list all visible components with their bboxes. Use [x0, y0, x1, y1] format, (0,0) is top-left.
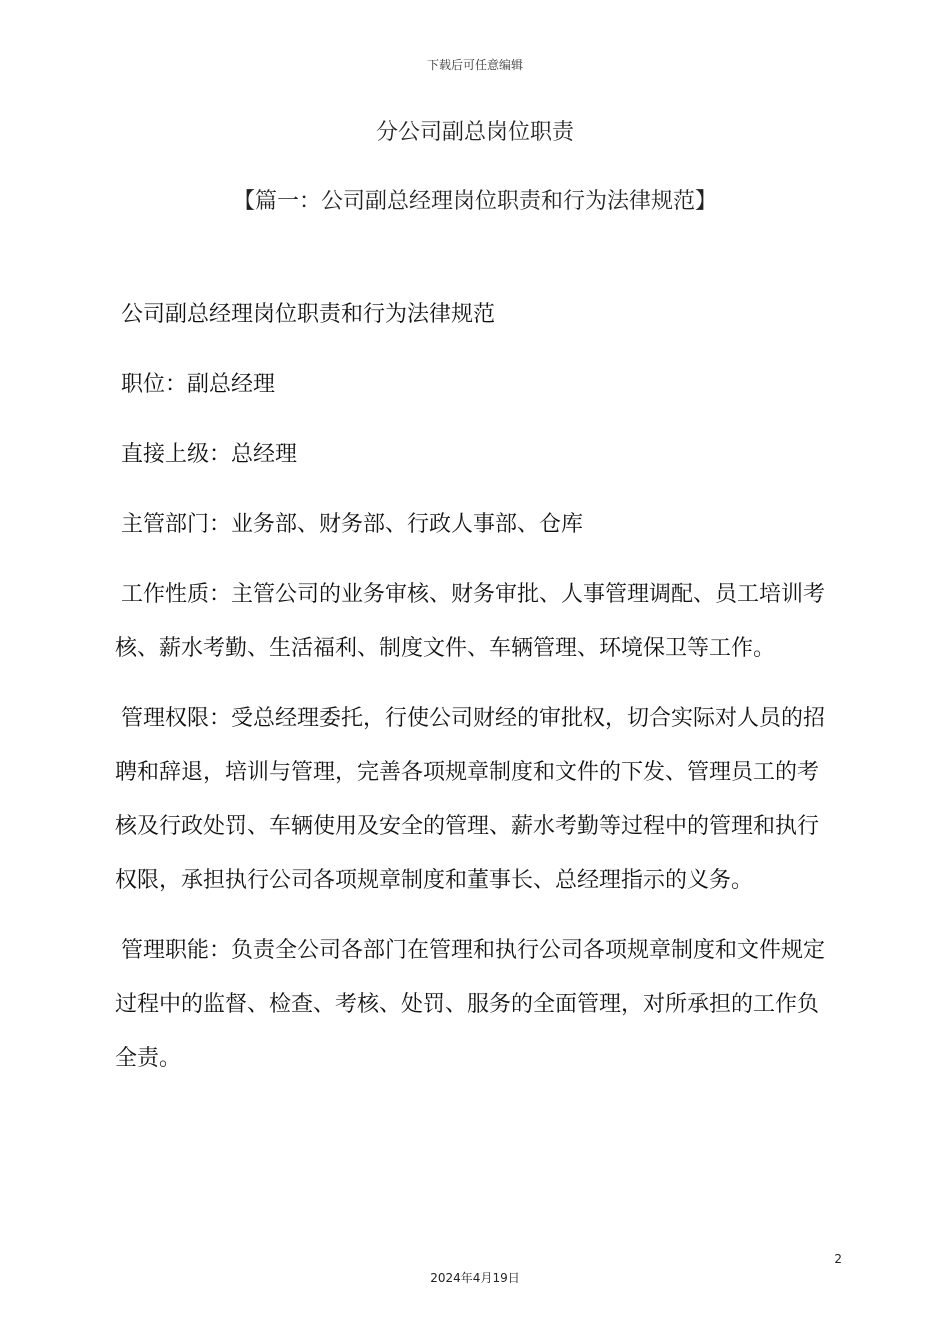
superior-line: 直接上级：总经理: [121, 442, 298, 467]
work-nature-paragraph: 工作性质：主管公司的业务审核、财务审批、人事管理调配、员工培训考核、薪水考勤、生活福利、制度文件、车辆管理、环境保卫等工作。: [115, 582, 826, 661]
section-heading: 公司副总经理岗位职责和行为法律规范: [121, 302, 496, 327]
header-note: 下载后可任意编辑: [426, 58, 523, 72]
management-authority-paragraph: 管理权限：受总经理委托，行使公司财经的审批权，切合实际对人员的招聘和辞退，培训与管理，完善各项规章制度和文件的下发、管理员工的考核及行政处罚、车辆使用及安全的管理、薪水考勤等过程中的管理和执行权限，承担执行公司各项规章制度和董事长、总经理指示的义务。: [115, 706, 826, 893]
position-line: 职位：副总经理: [121, 372, 276, 397]
document-body: [115, 288, 840, 1102]
footer-date: 2024年4月19日: [430, 1271, 520, 1285]
document-title: 分公司副总岗位职责: [375, 120, 574, 145]
document-subtitle: 【篇一：公司副总经理岗位职责和行为法律规范】: [232, 189, 717, 214]
departments-line: 主管部门：业务部、财务部、行政人事部、仓库: [121, 512, 584, 537]
management-function-paragraph: 管理职能：负责全公司各部门在管理和执行公司各项规章制度和文件规定过程中的监督、检查、考核、处罚、服务的全面管理，对所承担的工作负全责。: [115, 938, 826, 1071]
page-number: 2: [834, 1252, 842, 1266]
